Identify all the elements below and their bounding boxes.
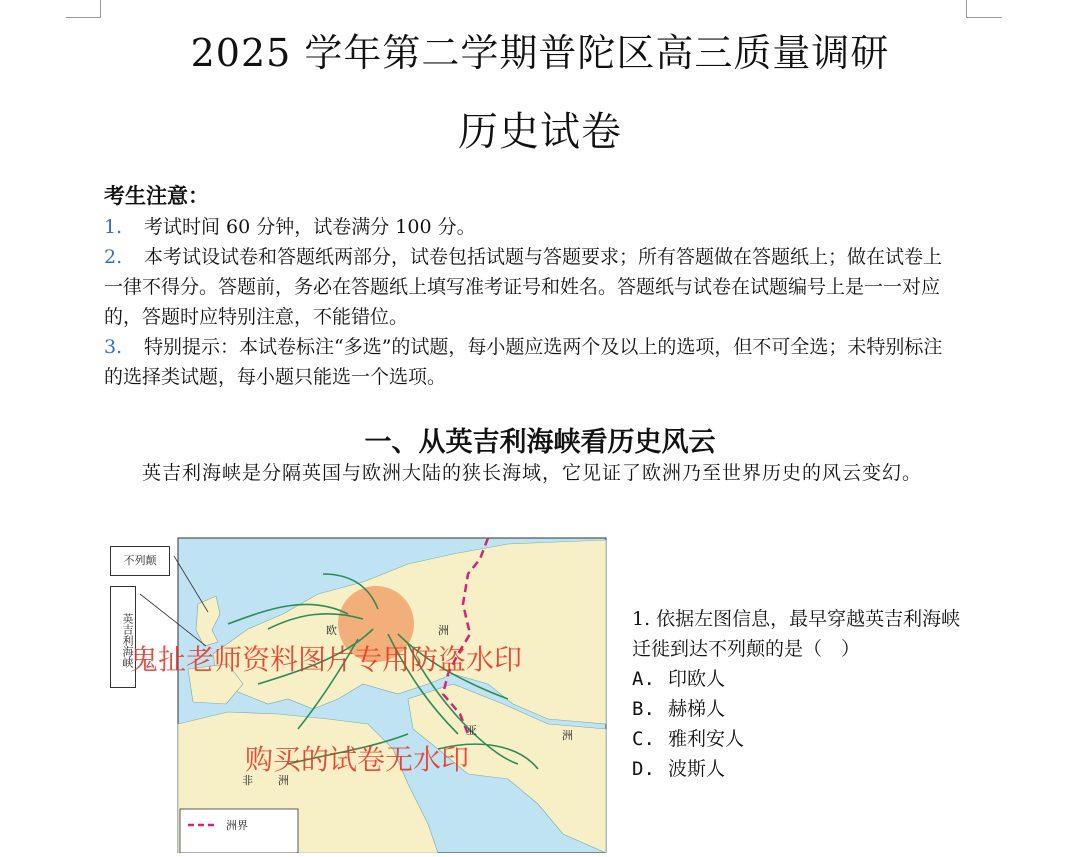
watermark-text-2: 购买的试卷无水印 xyxy=(245,743,470,776)
map-label-africa-2: 洲 xyxy=(278,774,289,787)
option-letter: B. xyxy=(632,698,655,720)
option-text: 印欧人 xyxy=(668,668,726,690)
option-letter: D. xyxy=(632,758,655,780)
note-number: 1. xyxy=(104,216,123,238)
crop-mark-left xyxy=(100,0,101,17)
map-label-africa-1: 非 xyxy=(242,774,253,787)
note-item-3 xyxy=(104,332,954,392)
watermark-text-1: 鬼扯老师资料图片专用防盗水印 xyxy=(130,643,523,676)
section-title: 一、从英吉利海峡看历史风云 xyxy=(364,427,716,458)
option-c xyxy=(632,724,972,754)
migration-map xyxy=(108,534,610,853)
option-letter: C. xyxy=(632,728,655,750)
option-d xyxy=(632,754,972,784)
map-label-asia-2: 洲 xyxy=(562,729,573,742)
note-text: 特别提示：本试卷标注“多选”的试题，每小题应选两个及以上的选项，但不可全选；未特别标注的选择类试题，每小题只能选一个选项。 xyxy=(104,336,943,388)
option-b xyxy=(632,694,972,724)
legend-border-label: 洲界 xyxy=(226,819,248,832)
document-title: 2025 学年第二学期普陀区高三质量调研 xyxy=(190,31,890,75)
crop-mark-left-h xyxy=(66,17,101,18)
map-label-europe-2: 洲 xyxy=(438,624,449,637)
map-graphic xyxy=(108,534,610,853)
option-text: 雅利安人 xyxy=(668,728,745,750)
map-label-europe-1: 欧 xyxy=(326,624,337,637)
note-text: 本考试设试卷和答题纸两部分，试卷包括试题与答题要求；所有答题做在答题纸上；做在试卷上一律不得分。答题前，务必在答题纸上填写准考证号和姓名。答题纸与试卷在试题编号上是一一对应的，答题时应特别注意，不能错位。 xyxy=(104,246,943,328)
note-item-1 xyxy=(104,212,954,242)
map-label-britain: 不列颠 xyxy=(123,554,157,567)
note-text: 考试时间 60 分钟，试卷满分 100 分。 xyxy=(144,216,476,238)
note-item-2 xyxy=(104,242,954,332)
notes-heading: 考生注意： xyxy=(104,183,209,208)
question-stem: 1. 依据左图信息，最早穿越英吉利海峡迁徙到达不列颠的是（ ） xyxy=(632,608,961,660)
section-intro: 英吉利海峡是分隔英国与欧洲大陆的狭长海域，它见证了欧洲乃至世界历史的风云变幻。 xyxy=(142,462,923,484)
option-text: 波斯人 xyxy=(668,758,726,780)
map-label-britain-box xyxy=(110,546,170,576)
question-1 xyxy=(632,604,972,784)
map-label-asia-1: 亚 xyxy=(466,724,477,737)
crop-mark-right-h xyxy=(966,17,1002,18)
option-a xyxy=(632,664,972,694)
note-number: 2. xyxy=(104,246,123,268)
option-text: 赫梯人 xyxy=(668,698,726,720)
note-number: 3. xyxy=(104,336,123,358)
option-letter: A. xyxy=(632,668,655,690)
document-subtitle: 历史试卷 xyxy=(458,109,622,155)
map-label-channel: 英吉利海峡 xyxy=(121,612,134,668)
crop-mark-right xyxy=(966,0,967,17)
